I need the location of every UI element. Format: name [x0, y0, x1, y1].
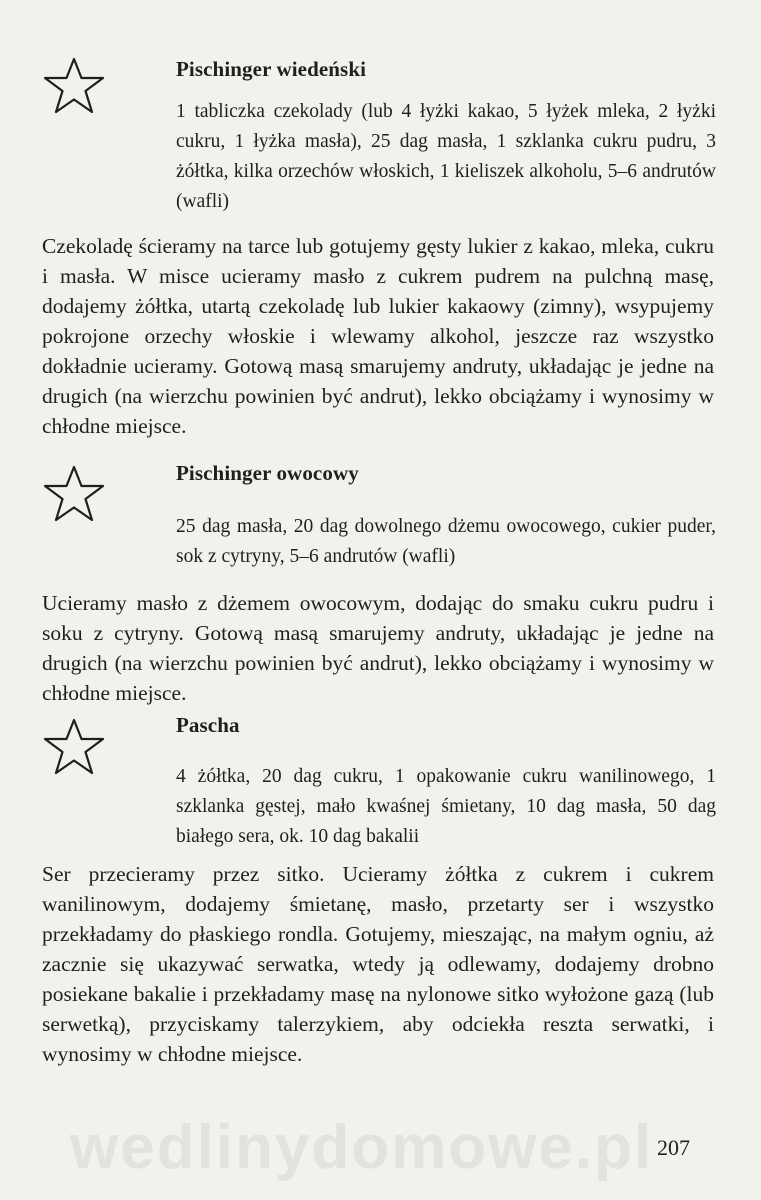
page-number: 207 [657, 1135, 690, 1160]
recipe-method: Ser przecieramy przez sitko. Ucieramy żółtka z cukrem i cukrem wanilinowym, dodajemy śmietanę, masło, przetarty ser i wszystko przekładamy do płaskiego rondla. Gotujemy, mieszając, na małym ogniu, aż zacznie się ukazywać serwatka, wtedy ją odlewamy, dodajemy drobno posiekane bakalie i przekładamy masę na nylonowe sitko wyłożone gazą (lub serwetką), przyciskamy talerzykiem, aby odciekła reszta serwatki, i wynosimy w chłodne miejsce. [42, 862, 714, 1066]
recipe-title: Pischinger owocowy [176, 461, 359, 485]
recipe-title: Pascha [176, 713, 240, 737]
ingredients-list: 1 tabliczka czekolady (lub 4 łyżki kakao, 5 łyżek mleka, 2 łyżki cukru, 1 łyżka masła), 25 dag masła, 1 szklanka cukru pudru, 3 żółtka, kilka orzechów włoskich, 1 kieliszek alkoholu, 5–6 andrutów (wafli) [176, 101, 716, 212]
star-outline-icon [42, 56, 106, 116]
star-outline-icon [42, 464, 106, 524]
watermark: wedlinydomowe.pl [70, 1113, 654, 1182]
recipe-method: Ucieramy masło z dżemem owocowym, dodając do smaku cukru pudru i soku z cytryny. Gotową masą smarujemy andruty, układając je jedne na drugich (na wierzchu powinien być andrut), lekko obciążamy i wynosimy w chłodne miejsce. [42, 591, 714, 705]
star-outline-icon [42, 717, 106, 777]
ingredients-list: 25 dag masła, 20 dag dowolnego dżemu owocowego, cukier puder, sok z cytryny, 5–6 andrutów (wafli) [176, 516, 716, 567]
recipe-title: Pischinger wiedeński [176, 57, 367, 81]
recipe-method: Czekoladę ścieramy na tarce lub gotujemy gęsty lukier z kakao, mleka, cukru i masła. W misce ucieramy masło z cukrem pudrem na pulchną masę, dodajemy żółtka, utartą czekoladę lub lukier kakaowy (zimny), wsypujemy pokrojone orzechy włoskie i wlewamy alkohol, jeszcze raz wszystko dokładnie ucieramy. Gotową masą smarujemy andruty, układając je jedne na drugich (na wierzchu powinien być andrut), lekko obciążamy i wynosimy w chłodne miejsce. [42, 234, 714, 438]
ingredients-list: 4 żółtka, 20 dag cukru, 1 opakowanie cukru wanilinowego, 1 szklanka gęstej, mało kwaśnej śmietany, 10 dag masła, 50 dag białego sera, ok. 10 dag bakalii [176, 766, 716, 847]
